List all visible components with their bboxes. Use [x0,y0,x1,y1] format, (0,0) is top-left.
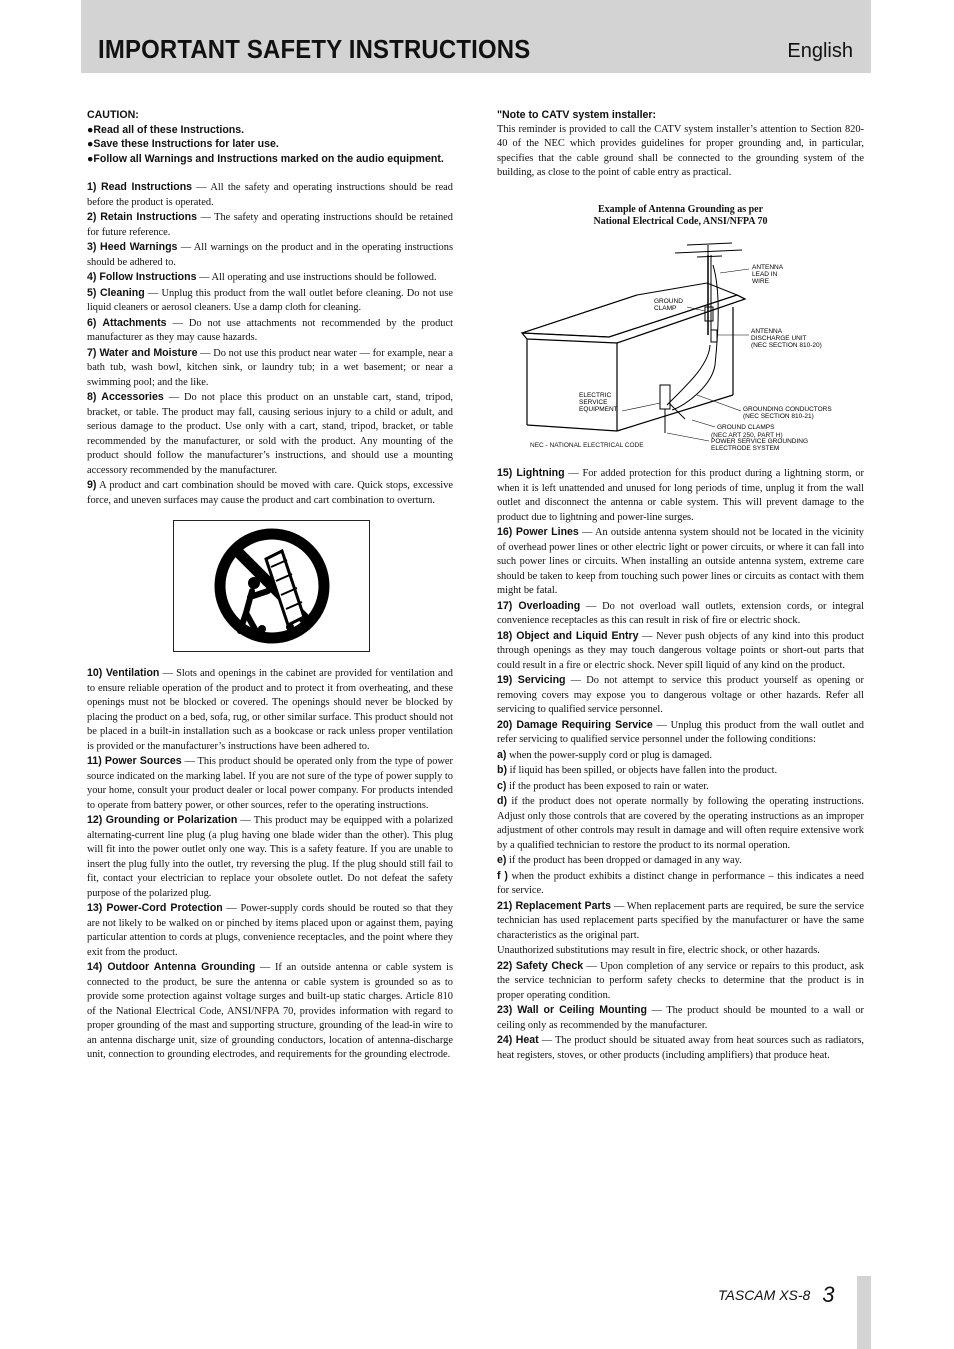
instruction-item: 4) Follow Instructions — All operating and use instructions should be followed. [87,271,437,283]
cart-warning-figure [173,520,370,652]
instruction-item: 20) Damage Requiring Service — Unplug this product from the wall outlet and refer servicing to qualified service personnel under the following conditions: [497,718,864,745]
condition-item: e) if the product has been dropped or damaged in any way. [497,854,742,866]
instruction-item: 12) Grounding or Polarization — This product may be equipped with a polarized alternating-current line plug (a plug having one blade wider than the other). This plug will fit into the power outlet only one way. This is a safety feature. If you are unable to insert the plug fully into the outlet, try reversing the plug. If the plug should still fail to fit, contact your electrician to replace your obsolete outlet. Do not defeat the safety purpose of the polarized plug. [87,814,453,899]
svg-text:(NEC SECTION 810-21): (NEC SECTION 810-21) [743,412,814,420]
house-antenna-icon [497,235,864,452]
page-title: IMPORTANT SAFETY INSTRUCTIONS [98,34,531,64]
instruction-item: 7) Water and Moisture — Do not use this product near water — for example, near a bath tub, wash bowl, kitchen sink, or laundry tub; in a wet basement; or near a swimming pool; and the like. [87,346,453,388]
catv-text: This reminder is provided to call the CATV system installer’s attention to Section 820-40 of the NEC which provides guidelines for proper grounding and, in particular, specifies that the cable ground shall be connected to the grounding system of the building, as close to the point of cable entry as practical. [497,123,864,178]
instruction-list-2 [87,666,453,1063]
instruction-item: 13) Power-Cord Protection — Power-supply cords should be routed so that they are not likely to be walked on or pinched by items placed upon or against them, paying particular attention to cords at plugs, convenience receptacles, and the point where they exit from the product. [87,902,453,958]
condition-item: c) if the product has been exposed to rain or water. [497,779,709,792]
caution-block [87,108,453,166]
antenna-grounding-diagram: ANTENNA LEAD IN WIRE GROUND CLAMP ANTENNA DISCHARGE UNIT (NEC SECTION 810-20) ELECTRIC SERVICE EQUIPMENT GROUNDING CONDUCTORS (NEC SECTION 810-21) GROUND CLAMPS POWER SERVICE GROUNDING ELECTRODE SYSTEM (NEC ART 250, PART H) NEC - NATIONAL ELECTRICAL CODE [497,235,864,451]
instruction-item: 19) Servicing — Do not attempt to service this product yourself as opening or removing covers may expose you to dangerous voltage or other hazards. Refer all servicing to qualified service personnel. [497,674,865,715]
cart-tipover-icon [174,521,369,651]
instruction-item: Unauthorized substitutions may result in fire, electric shock, or other hazards. [497,945,820,956]
instruction-item: 8) Accessories — Do not place this product on an unstable cart, stand, tripod, bracket, or table. The product may fall, causing serious injury to a child or adult, and serious damage to the product. Use only with a cart, stand, tripod, bracket, or table recommended by the manufacturer, or sold with the product. Any mounting of the product should follow the manufacturer’s instructions, and should use a mounting accessory recommended by the manufacturer. [87,391,453,476]
instruction-item: 15) Lightning — For added protection for this product during a lightning storm, or when it is left unattended and unused for long periods of time, unplug it from the wall outlet and disconnect the antenna or cable system. This will prevent damage to the product due to lightning and power-line surges. [497,467,864,523]
svg-text:WIRE: WIRE [752,277,769,285]
condition-item: d) if the product does not operate normally by following the operating instructions. Adjust only those controls that are covered by the operating instructions as an improper adjustment of other controls may result in damage and will often require extensive work by a qualified technician to restore the product to its normal operation. [497,795,864,851]
language-label: English [787,40,853,62]
right-column [497,108,864,1063]
svg-text:DISCHARGE UNIT: DISCHARGE UNIT [751,334,807,342]
instruction-item: 10) Ventilation — Slots and openings in the cabinet are provided for ventilation and to ensure reliable operation of the product and to protect it from overheating, and these openings must not be blocked or covered. The openings should never be blocked by placing the product on a bed, sofa, rug, or other similar surface. This product should not be placed in a built-in installation such as a bookcase or rack unless proper ventilation is provided or the manufacturer’s instructions have been adhered to. [87,667,453,752]
instruction-item: 11) Power Sources — This product should be operated only from the type of power source indicated on the marking label. If you are not sure of the type of power supply to your home, consult your product dealer or local power company. For products intended to operate from battery power, or other sources, refer to the operating instructions. [87,755,453,811]
instruction-list-1 [87,180,453,508]
instruction-item: 14) Outdoor Antenna Grounding — If an outside antenna or cable system is connected to the product, be sure the antenna or cable system is grounded so as to provide some protection against voltage surges and built-up static charges. Article 810 of the National Electrical Code, ANSI/NFPA 70, provides information with regard to proper grounding of the mast and supporting structure, grounding of the lead-in wire to an antenna discharge unit, size of grounding conductors, location of antenna-discharge unit, connection to grounding electrodes, and requirements for the grounding electrode. [87,961,453,1060]
svg-text:ANTENNA: ANTENNA [752,263,784,271]
page-footer [718,1280,834,1306]
svg-text:GROUND: GROUND [654,297,683,305]
left-column [87,108,453,1063]
caution-bullet: ●Save these Instructions for later use. [87,138,279,150]
brand-name: TASCAM [718,1287,776,1303]
caution-bullet: ●Follow all Warnings and Instructions marked on the audio equipment. [87,152,444,165]
svg-text:CLAMP: CLAMP [654,304,677,312]
instruction-item: 18) Object and Liquid Entry — Never push objects of any kind into this product through openings as they may touch dangerous voltage points or short-out parts that could result in a fire or electric shock. Never spill liquid of any kind on the product. [497,629,865,671]
condition-item: b) if liquid has been spilled, or objects have fallen into the product. [497,764,778,776]
svg-text:EQUIPMENT: EQUIPMENT [579,405,618,413]
caution-bullet: ●Read all of these Instructions. [87,123,245,136]
condition-item: a) when the power-supply cord or plug is damaged. [497,748,712,761]
svg-text:(NEC SECTION 810-20): (NEC SECTION 810-20) [751,341,822,349]
svg-text:LEAD IN: LEAD IN [752,270,778,278]
instruction-item: 2) Retain Instructions — The safety and operating instructions should be retained for future reference. [87,211,453,238]
catv-heading: "Note to CATV system installer: [497,109,657,121]
page-edge-tab [857,1276,871,1349]
instruction-item: 3) Heed Warnings — All warnings on the product and in the operating instructions should be adhered to. [87,241,453,268]
instruction-item: 16) Power Lines — An outside antenna system should not be located in the vicinity of overhead power lines or other electric light or power circuits, or where it can fall into such power lines or circuits. When installing an outside antenna system, extreme care should be taken to keep from touching such power lines or circuits as contact with them might be fatal. [497,526,864,596]
instruction-item: 9) A product and cart combination should be moved with care. Quick stops, excessive force, and uneven surfaces may cause the product and cart combination to overturn. [87,479,453,506]
svg-text:GROUND CLAMPS: GROUND CLAMPS [717,423,775,431]
condition-item: f ) when the product exhibits a distinct change in performance – this indicates a need for service. [497,869,865,896]
caution-heading: CAUTION: [87,109,139,121]
instruction-item: 23) Wall or Ceiling Mounting — The product should be mounted to a wall or ceiling only as recommended by the manufacturer. [497,1004,864,1031]
model-name: XS-8 [779,1287,811,1303]
svg-text:SERVICE: SERVICE [579,398,608,406]
instruction-item: 17) Overloading — Do not overload wall outlets, extension cords, or integral convenience receptacles as this can result in risk of fire or electric shock. [497,599,864,626]
page-header [81,0,871,73]
instruction-item: 5) Cleaning — Unplug this product from the wall outlet before cleaning. Do not use liquid cleaners or aerosol cleaners. Use a damp cloth for cleaning. [87,286,453,313]
instruction-item: 6) Attachments — Do not use attachments not recommended by the product manufacturer as they may cause hazards. [87,316,453,343]
svg-text:GROUNDING CONDUCTORS: GROUNDING CONDUCTORS [743,405,832,413]
instruction-item: 22) Safety Check — Upon completion of any service or repairs to this product, ask the service technician to perform safety checks to determine that the product is in proper operating condition. [497,959,864,1001]
instruction-list-3 [497,466,864,1063]
page-number: 3 [822,1282,835,1307]
instruction-item: 1) Read Instructions — All the safety and operating instructions should be read before the product is operated. [87,181,453,208]
instruction-item: 24) Heat — The product should be situated away from heat sources such as radiators, heat registers, stoves, or other products (including amplifiers) that produce heat. [497,1034,865,1061]
svg-text:ELECTRODE SYSTEM: ELECTRODE SYSTEM [711,444,780,452]
svg-text:POWER SERVICE GROUNDING: POWER SERVICE GROUNDING [711,437,809,445]
figure-caption: Example of Antenna Grounding as per National Electrical Code, ANSI/NFPA 70 [593,203,768,227]
svg-text:ANTENNA: ANTENNA [751,327,783,335]
svg-text:ELECTRIC: ELECTRIC [579,391,612,399]
instruction-item: 21) Replacement Parts — When replacement parts are required, be sure the service technician has used replacement parts specified by the manufacturer or have the same characteristics as the original part. [497,899,865,941]
